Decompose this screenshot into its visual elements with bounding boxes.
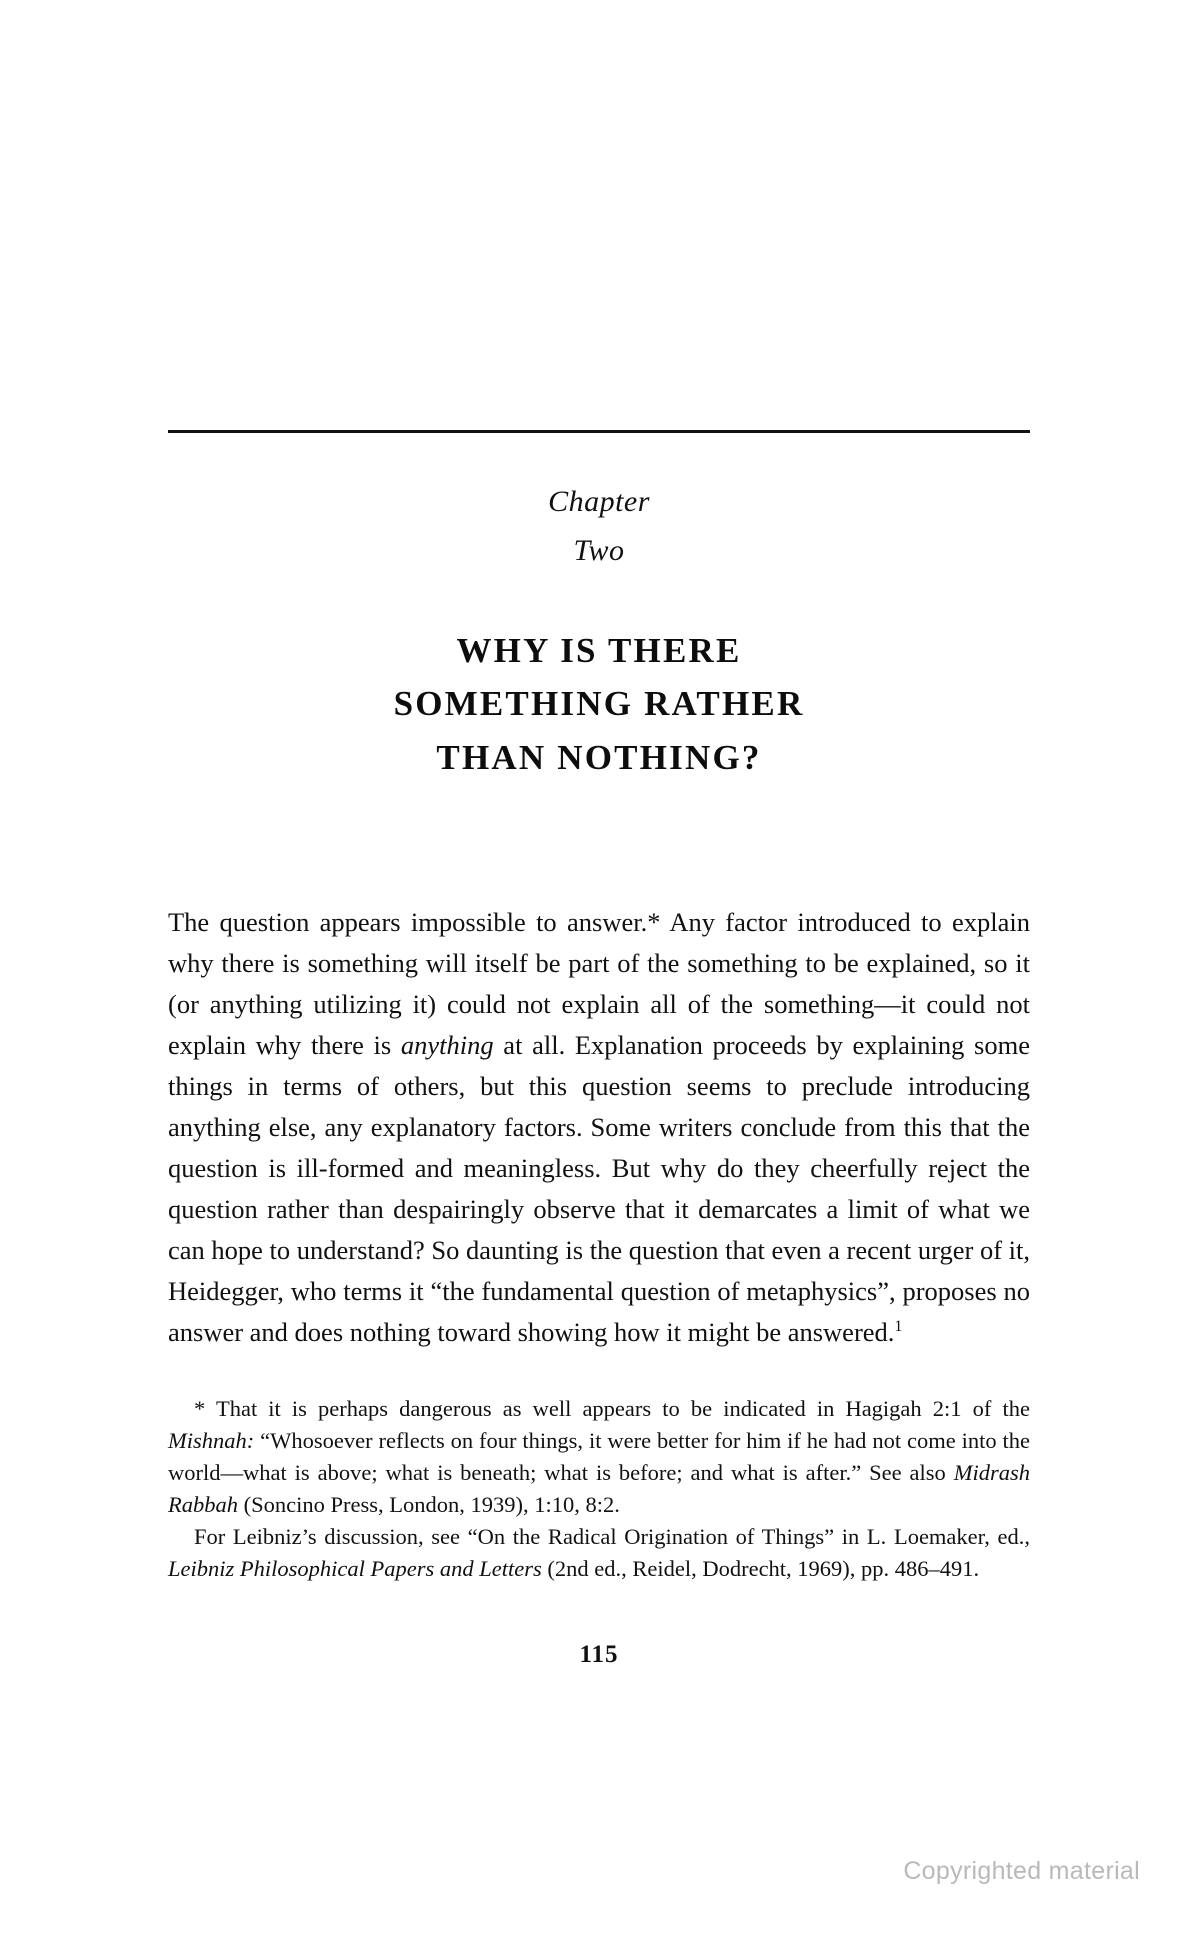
header-rule	[168, 430, 1030, 433]
footnotes	[168, 1393, 1030, 1585]
title-line-1: WHY IS THERE	[456, 631, 742, 671]
copyright-watermark: Copyrighted material	[903, 1857, 1140, 1885]
chapter-number: Two	[573, 533, 625, 567]
body-paragraph: The question appears impossible to answer.* Any factor introduced to explain why there is something will itself be part of the something to be explained, so it (or anything utilizing it) could not explain all of the something—it could not explain why there is anything at all. Explanation proceeds by explaining some things in terms of others, but this question seems to preclude introducing anything else, any explanatory factors. Some writers conclude from this that the question is ill-formed and meaningless. But why do they cheerfully reject the question rather than despairingly observe that it demarcates a limit of what we can hope to understand? So daunting is the question that even a recent urger of it, Heidegger, who terms it “the fundamental question of metaphysics”, proposes no answer and does nothing toward showing how it might be answered.$^1$	[168, 906, 1030, 1348]
footnote-leibniz: For Leibniz’s discussion, see “On the Radical Origination of Things” in L. Loemaker, ed., Leibniz Philosophical Papers and Letters (2nd ed., Reidel, Dodrecht, 1969), pp. 486–491.	[168, 1524, 1030, 1582]
page-number: 115	[579, 1641, 619, 1669]
footnote-asterisk: * That it is perhaps dangerous as well appears to be indicated in Hagigah 2:1 of the Mishnah: “Whosoever reflects on four things, it were better for him if he had not come into the world—what is above; what is beneath; what is before; and what is after.” See also Midrash Rabbah (Soncino Press, London, 1939), 1:10, 8:2.	[168, 1396, 1030, 1518]
page-title	[168, 624, 1030, 784]
page-content	[168, 430, 1030, 1669]
chapter-label: Chapter	[548, 485, 650, 518]
title-line-3: THAN NOTHING?	[436, 737, 762, 777]
title-line-2: SOMETHING RATHER	[393, 684, 805, 724]
